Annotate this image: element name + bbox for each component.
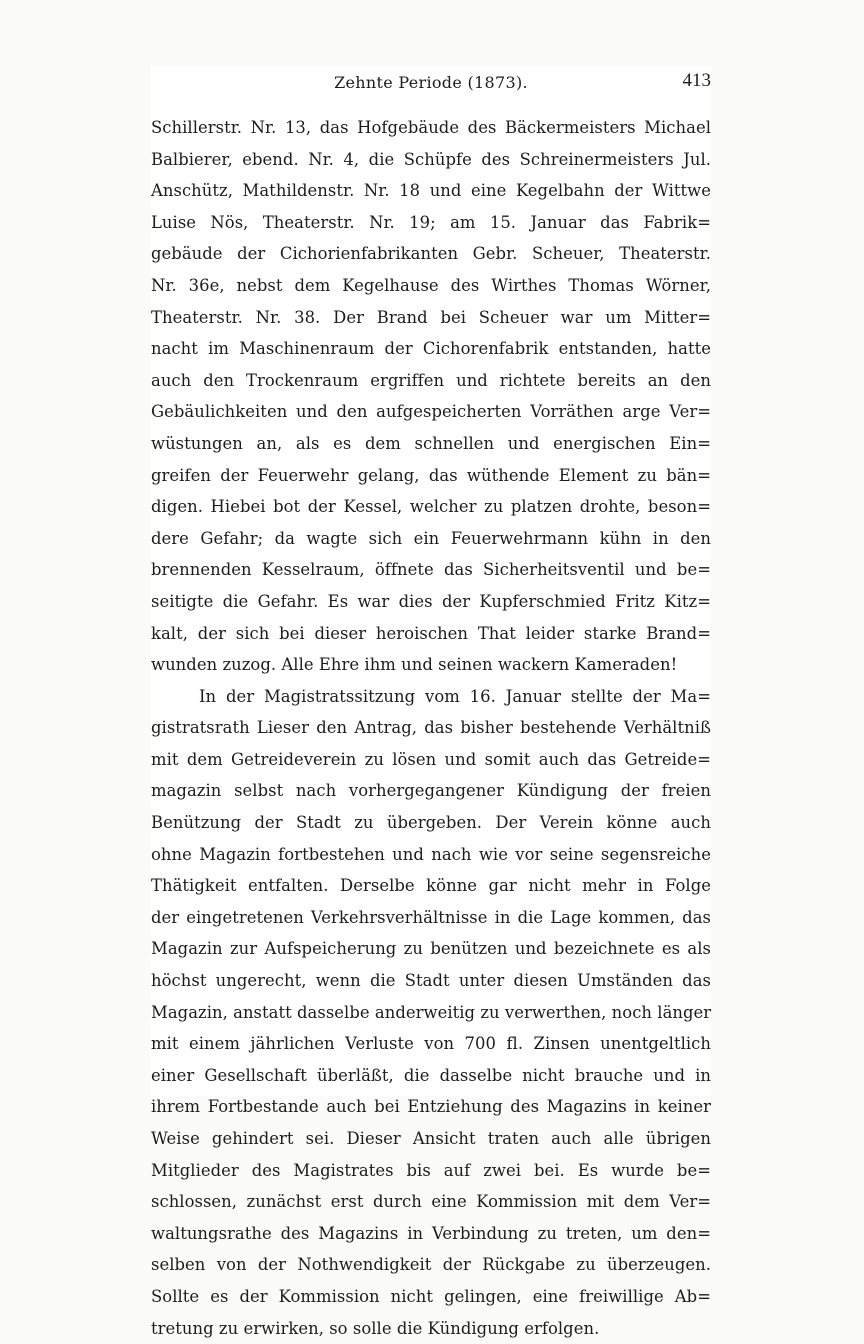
body-text [151,112,711,1344]
running-head: Zehnte Periode (1873). [334,73,528,92]
text-line: Theaterstr. Nr. 38. Der Brand bei Scheuer war um Mitter= [151,307,711,327]
text-line: der eingetretenen Verkehrsverhältnisse in die Lage kommen, das [151,907,711,927]
text-line: mit dem Getreideverein zu lösen und somit auch das Getreide= [151,749,711,769]
text-line: Gebäulichkeiten und den aufgespeicherten Vorräthen arge Ver= [151,402,711,422]
text-line: gistratsrath Lieser den Antrag, das bisher bestehende Verhältniß [151,718,711,738]
text-line: Magazin, anstatt dasselbe anderweitig zu verwerthen, noch länger [151,1002,712,1022]
page-number: 413 [682,70,711,91]
text-line: kalt, der sich bei dieser heroischen That leider starke Brand= [151,623,711,643]
text-line: magazin selbst nach vorhergegangener Kündigung der freien [151,781,711,801]
text-line: ohne Magazin fortbestehen und nach wie vor seine segensreiche [151,844,711,864]
text-line: Mitglieder des Magistrates bis auf zwei bei. Es wurde be= [151,1160,711,1180]
text-line: nacht im Maschinenraum der Cichorenfabrik entstanden, hatte [151,339,711,359]
text-line: Sollte es der Kommission nicht gelingen, eine freiwillige Ab= [151,1286,711,1306]
paragraph-first-line: In der Magistratssitzung vom 16. Januar stellte der Ma= [199,686,711,706]
text-line: Magazin zur Aufspeicherung zu benützen und bezeichnete es als [151,939,711,959]
text-line: mit einem jährlichen Verluste von 700 fl. Zinsen unentgeltlich [151,1034,711,1054]
text-line: wunden zuzog. Alle Ehre ihm und seinen wackern Kameraden! [151,655,678,675]
text-line: Anschütz, Mathildenstr. Nr. 18 und eine Kegelbahn der Wittwe [151,181,711,201]
text-line: dere Gefahr; da wagte sich ein Feuerwehrmann kühn in den [151,528,711,548]
text-line: gebäude der Cichorienfabrikanten Gebr. Scheuer, Theaterstr. [151,244,711,264]
text-line: Luise Nös, Theaterstr. Nr. 19; am 15. Januar das Fabrik= [151,212,711,232]
text-line: ihrem Fortbestande auch bei Entziehung des Magazins in keiner [151,1097,711,1117]
text-line: höchst ungerecht, wenn die Stadt unter diesen Umständen das [151,971,711,991]
text-line: waltungsrathe des Magazins in Verbindung zu treten, um den= [151,1223,711,1243]
text-line: Benützung der Stadt zu übergeben. Der Verein könne auch [151,813,711,833]
text-line: greifen der Feuerwehr gelang, das wüthende Element zu bän= [151,465,711,485]
text-line: tretung zu erwirken, so solle die Kündigung erfolgen. [151,1318,600,1338]
page-header [151,70,711,102]
text-line: einer Gesellschaft überläßt, die dasselbe nicht brauche und in [151,1065,711,1085]
text-line: selben von der Nothwendigkeit der Rückgabe zu überzeugen. [151,1255,711,1275]
text-line: Schillerstr. Nr. 13, das Hofgebäude des Bäckermeisters Michael [151,118,711,137]
text-line: Thätigkeit entfalten. Derselbe könne gar nicht mehr in Folge [151,876,711,896]
text-line: digen. Hiebei bot der Kessel, welcher zu platzen drohte, beson= [151,497,711,517]
text-line: brennenden Kesselraum, öffnete das Sicherheitsventil und be= [151,560,711,580]
text-line: auch den Trockenraum ergriffen und richtete bereits an den [151,370,711,390]
text-line: seitigte die Gefahr. Es war dies der Kupferschmied Fritz Kitz= [151,591,711,611]
text-line: Balbierer, ebend. Nr. 4, die Schüpfe des Schreinermeisters Jul. [151,149,711,169]
text-line: schlossen, zunächst erst durch eine Kommission mit dem Ver= [151,1192,711,1212]
text-line: Weise gehindert sei. Dieser Ansicht traten auch alle übrigen [151,1129,711,1148]
text-line: wüstungen an, als es dem schnellen und energischen Ein= [151,433,711,453]
text-line: Nr. 36e, nebst dem Kegelhause des Wirthes Thomas Wörner, [151,275,711,295]
